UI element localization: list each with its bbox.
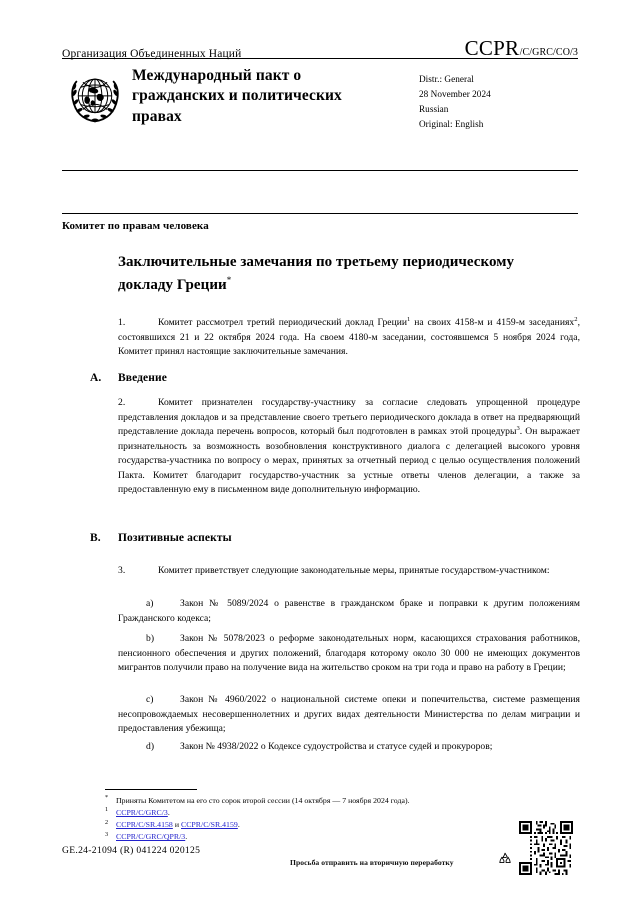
page-title-asterisk: * <box>226 274 232 285</box>
footnote-2: 2 CCPR/C/SR.4158 и CCPR/C/SR.4159. <box>105 818 240 830</box>
list-item-b <box>118 632 580 676</box>
list-item-d-text: Закон № 4938/2022 о Кодексе судоустройства и статусе судей и прокуроров; <box>180 741 493 752</box>
list-item-b-letter: b) <box>146 633 155 644</box>
paragraph-2 <box>118 396 580 498</box>
footnote-2-middle: и <box>172 820 181 830</box>
footnote-2-link-2[interactable]: CCPR/C/SR.4159 <box>180 820 238 830</box>
recycle-icon <box>497 851 513 867</box>
footnote-3: 3 CCPR/C/GRC/QPR/3. <box>105 830 188 842</box>
list-item-b-text: Закон № 5078/2023 о реформе законодательных норм, касающихся страхования работников, пенсионного обеспечения и других положений, благодаря которому около 30 000 не имеющих документов мигрантов получили право на получение вида на жительство сроком на три года и право на работу в Греции; <box>118 633 580 674</box>
section-b-title: Позитивные аспекты <box>118 532 232 544</box>
document-job-code: GE.24-21094 (R) 041224 020125 <box>62 845 201 856</box>
paragraph-3-text: Комитет приветствует следующие законодательные меры, принятые государством-участником: <box>158 565 550 576</box>
committee-name: Комитет по правам человека <box>62 220 209 232</box>
list-item-c <box>118 693 580 737</box>
section-a-title: Введение <box>118 372 167 384</box>
header-top-rule <box>62 58 578 59</box>
footnote-1-link[interactable]: CCPR/C/GRC/3 <box>116 808 168 818</box>
footnote-1: 1 CCPR/C/GRC/3. <box>105 806 170 818</box>
paragraph-3 <box>118 564 580 579</box>
document-language: Russian <box>419 103 449 114</box>
page-title <box>118 252 538 297</box>
paragraph-2-text-b: . Он выражает признательность за возможность возобновления конструктивного диалога с делегацией высокого уровня государства-участника по вопросу о мерах, принятых за отчетный период с целью осуществления положений Пакта. Комитет благодарит государство-участник за устные ответы членов делегации, а также за предоставленную ему в письменном виде дополнительную информацию. <box>118 426 581 496</box>
un-emblem-icon <box>64 68 126 130</box>
recycle-note: Просьба отправить на вторичную переработку <box>290 858 454 867</box>
paragraph-1-text-a: Комитет рассмотрел третий периодический доклад Греции <box>158 317 408 328</box>
footnote-2-link[interactable]: CCPR/C/SR.4158 <box>116 820 173 830</box>
footnote-asterisk-text: Приняты Комитетом на его сто сорок второй сессии (14 октября — 7 ноября 2024 года). <box>116 796 410 805</box>
list-item-c-letter: c) <box>146 694 154 705</box>
section-b-label: B. <box>90 532 101 544</box>
list-item-a <box>118 597 580 626</box>
section-heading-b <box>90 532 232 544</box>
footnote-3-link[interactable]: CCPR/C/GRC/QPR/3 <box>116 832 186 842</box>
section-a-label: A. <box>90 372 102 384</box>
paragraph-2-text-a: Комитет признателен государству-участнику за согласие следовать упрощенной процедуре представления докладов и за представление своего третьего периодического доклада в ответ на предваряющий представление доклада перечень вопросов, который был подготовлен в рамках этой процедуры <box>118 397 580 438</box>
document-symbol-sub: /C/GRC/CO/3 <box>519 47 578 58</box>
document-date: 28 November 2024 <box>419 88 491 99</box>
qr-code-icon <box>519 821 573 875</box>
footnote-separator <box>105 789 197 790</box>
footnote-1-tail: . <box>167 808 170 818</box>
footnote-2-tail: . <box>237 820 240 830</box>
footnotes-block <box>105 795 535 843</box>
covenant-title: Международный пакт о гражданских и политических правах <box>132 67 342 125</box>
list-item-d <box>118 740 580 755</box>
section-heading-a <box>90 372 167 384</box>
distribution-line: Distr.: General <box>419 74 474 84</box>
list-item-c-text: Закон № 4960/2022 о национальной системе опеки и попечительства, системе размещения несопровождаемых несовершеннолетних и других видах деятельности Министерства по делам миграции и предоставления убежища; <box>118 694 580 735</box>
document-original-language: Original: English <box>419 118 484 129</box>
list-item-d-letter: d) <box>146 741 155 752</box>
distribution-block <box>419 72 589 132</box>
footnote-ref-1[interactable]: 1 <box>407 315 411 323</box>
header-bottom-rule <box>62 170 578 171</box>
page-title-text: Заключительные замечания по третьему периодическому докладу Греции <box>118 254 515 293</box>
organization-name: Организация Объединенных Наций <box>62 48 242 61</box>
header-main-row <box>62 64 578 154</box>
paragraph-3-number: 3. <box>118 565 126 576</box>
paragraph-1 <box>118 316 580 360</box>
list-item-a-letter: a) <box>146 598 154 609</box>
paragraph-2-number: 2. <box>118 397 126 408</box>
list-item-a-text: Закон № 5089/2024 о равенстве в гражданском браке и поправки к другим положениям Гражданского кодекса; <box>118 598 580 624</box>
footnote-ref-2[interactable]: 2 <box>574 315 578 323</box>
paragraph-1-number: 1. <box>118 317 126 328</box>
footnote-asterisk: * Приняты Комитетом на его сто сорок второй сессии (14 октября — 7 ноября 2024 года). <box>105 794 410 805</box>
document-symbol-main: CCPR <box>464 36 520 60</box>
paragraph-1-text-c: , состоявшихся 21 и 22 октября 2024 года. На своем 4180-м заседании, состоявшемся 5 ноября 2024 года, Комитет принял настоящие заключительные замечания. <box>118 317 580 358</box>
committee-rule <box>62 213 578 214</box>
footnote-3-tail: . <box>185 832 188 842</box>
paragraph-1-text-b: на своих 4158-м и 4159-м заседаниях <box>410 317 575 328</box>
footnote-ref-3[interactable]: 3 <box>516 424 520 432</box>
